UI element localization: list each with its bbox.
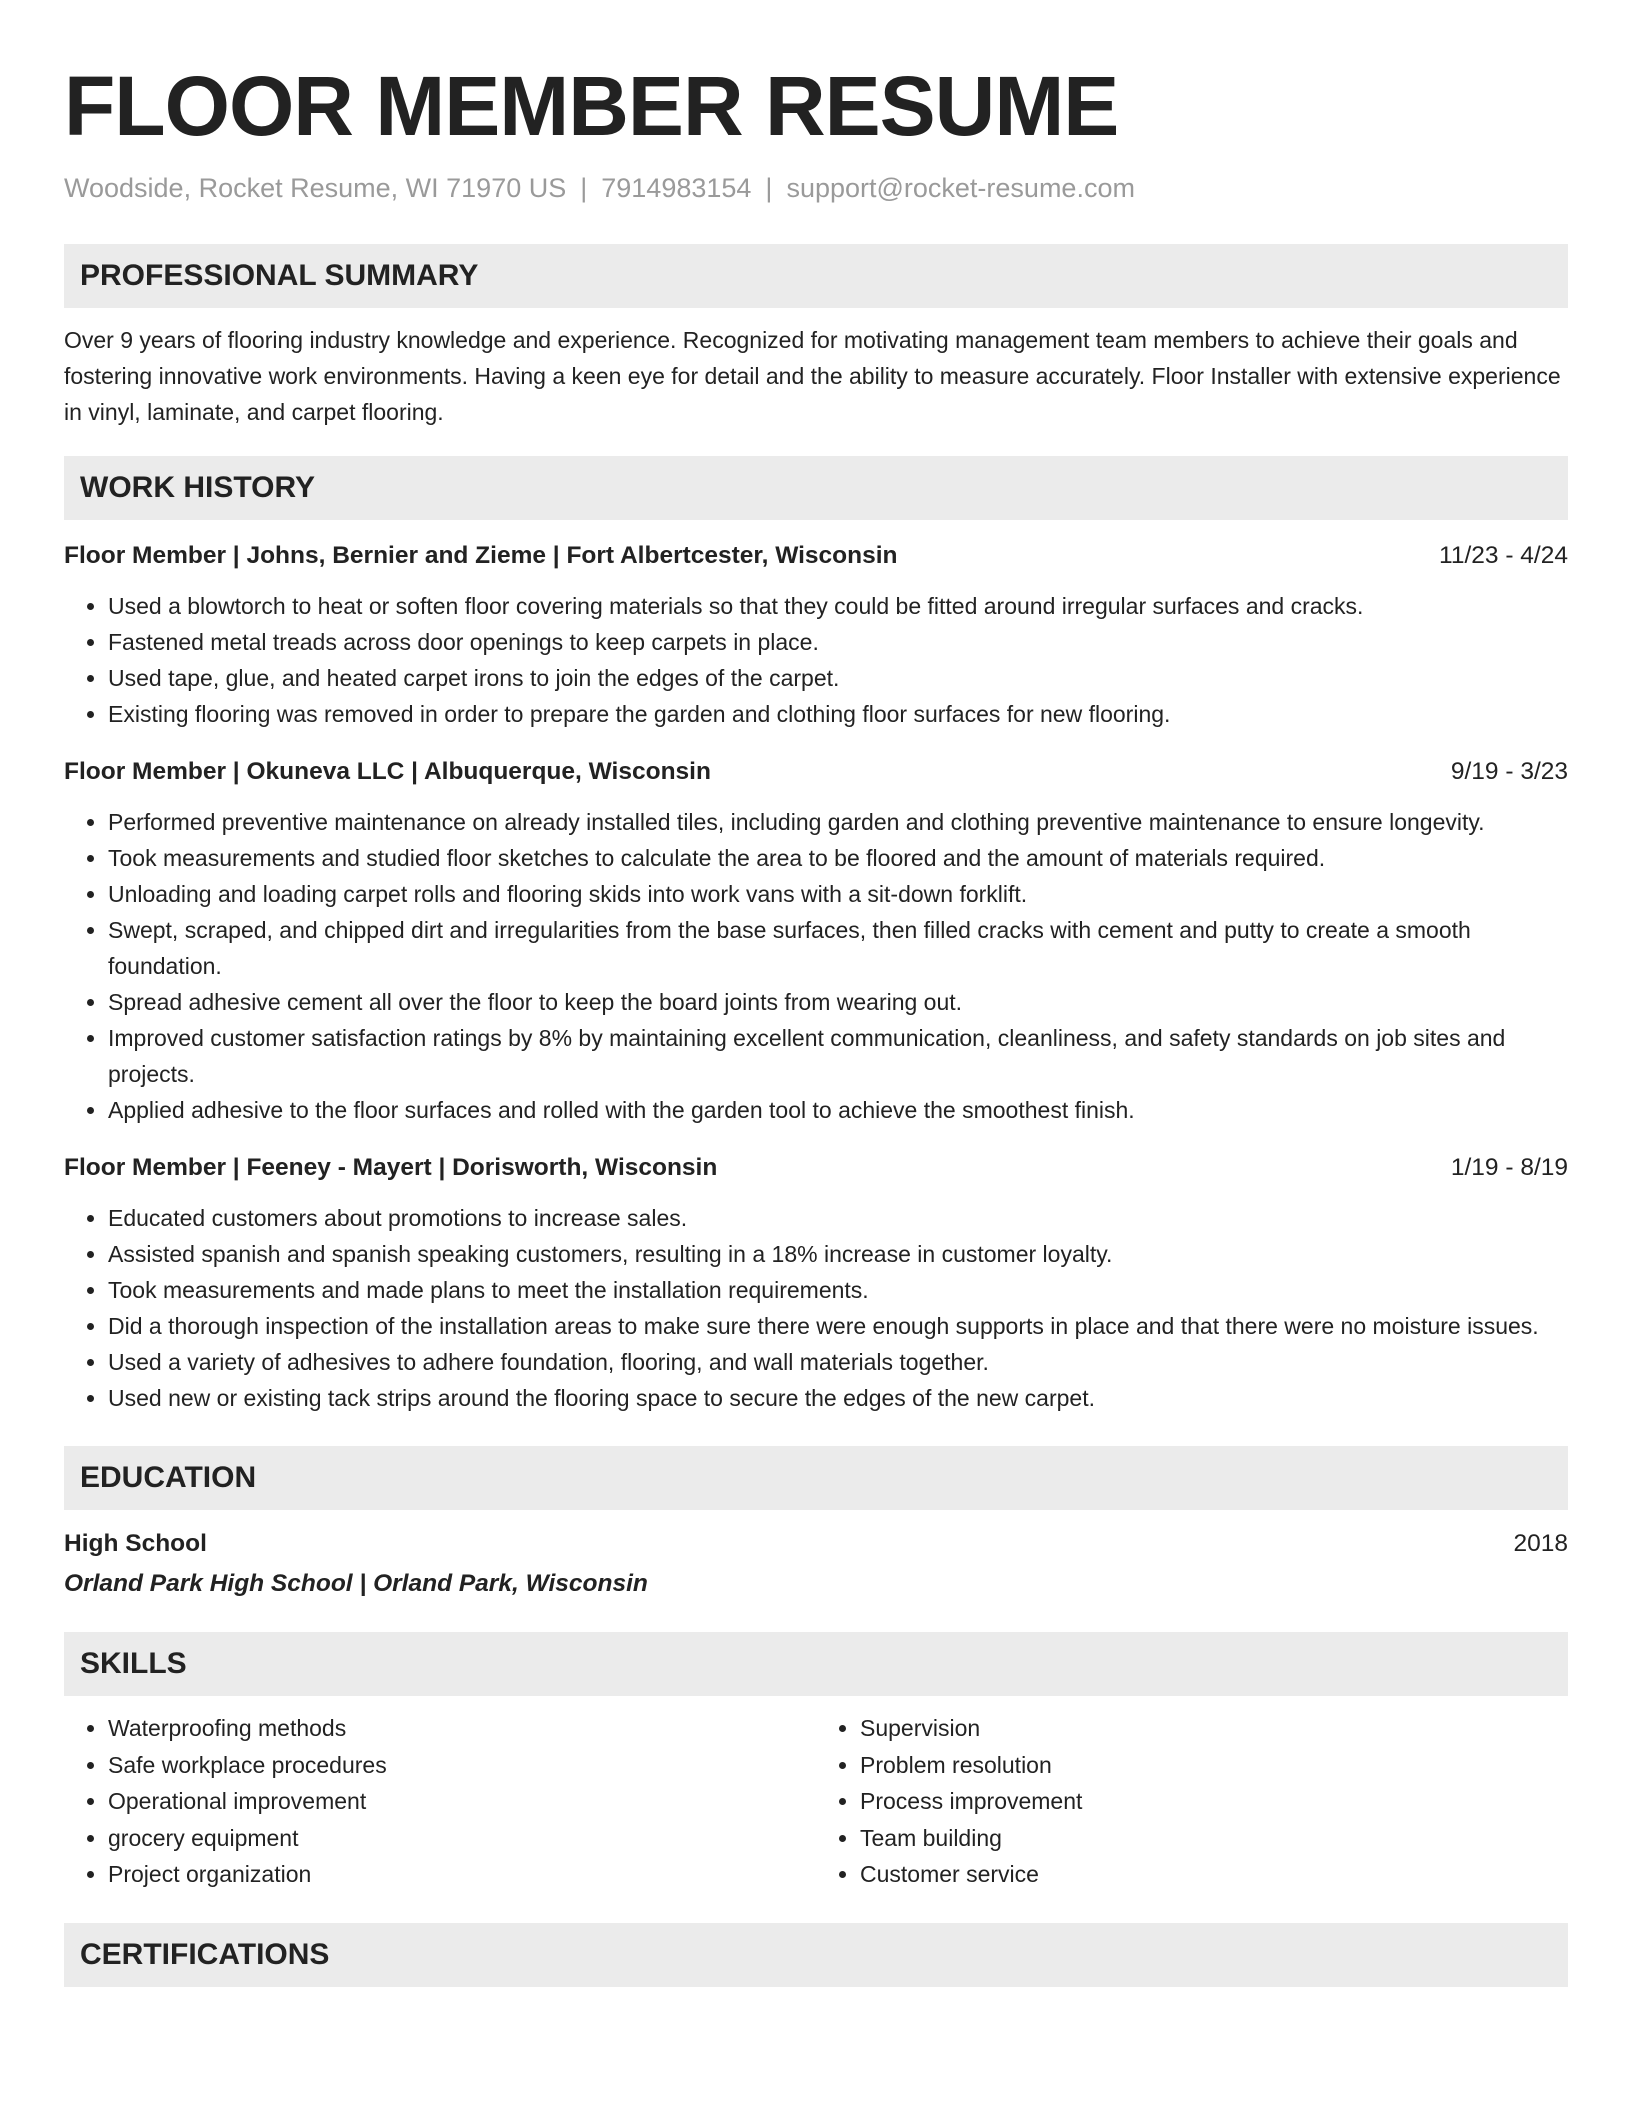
skills-column-left — [64, 1710, 816, 1893]
contact-email: support@rocket-resume.com — [786, 173, 1135, 203]
education-school: Orland Park High School | Orland Park, Wisconsin — [64, 1570, 648, 1597]
work-entry-dates: 11/23 - 4/24 — [1439, 542, 1568, 569]
work-history-list — [64, 538, 1568, 1416]
work-entry-bullets — [64, 588, 1568, 732]
resume-page — [64, 0, 1568, 1987]
work-bullet: • Did a thorough inspection of the installation areas to make sure there were enough supports in place and that there were no moisture issues. — [108, 1308, 1568, 1344]
skills-section-header: SKILLS — [64, 1632, 1568, 1696]
skill-item: • Safe workplace procedures — [108, 1747, 816, 1784]
work-bullet: • Improved customer satisfaction ratings by 8% by maintaining excellent communication, cleanliness, and safety standards on job sites and projects. — [108, 1020, 1568, 1092]
summary-text: Over 9 years of flooring industry knowledge and experience. Recognized for motivating management team members to achieve their goals and fostering innovative work environments. Having a keen eye for detail and the ability to measure accurately. Floor Installer with extensive experience in vinyl, laminate, and carpet flooring. — [64, 327, 1561, 425]
work-entry — [64, 754, 1568, 1128]
work-entry-dates: 9/19 - 3/23 — [1450, 758, 1568, 785]
education-entry — [64, 1526, 1568, 1562]
work-entry-title: Floor Member | Feeney - Mayert | Dorisworth, Wisconsin — [64, 1154, 718, 1181]
skill-item: • Problem resolution — [860, 1747, 1568, 1784]
skill-item: • Customer service — [860, 1856, 1568, 1893]
work-entry-header — [64, 538, 1568, 574]
skill-item: • Supervision — [860, 1710, 1568, 1747]
work-entry-header — [64, 1150, 1568, 1186]
skills-list — [64, 1710, 1568, 1893]
skill-item: • Project organization — [108, 1856, 816, 1893]
work-entry-dates: 1/19 - 8/19 — [1450, 1154, 1568, 1181]
skill-item: • Team building — [860, 1820, 1568, 1857]
work-bullet: • Used new or existing tack strips around the flooring space to secure the edges of the new carpet. — [108, 1380, 1568, 1416]
contact-phone: 7914983154 — [601, 173, 752, 203]
work-bullet: • Educated customers about promotions to increase sales. — [108, 1200, 1568, 1236]
work-entry-bullets — [64, 1200, 1568, 1416]
work-entry-title: Floor Member | Okuneva LLC | Albuquerque, Wisconsin — [64, 758, 711, 785]
education-section-header: EDUCATION — [64, 1446, 1568, 1510]
work-history-section-header: WORK HISTORY — [64, 456, 1568, 520]
work-bullet: • Took measurements and studied floor sketches to calculate the area to be floored and the amount of materials required. — [108, 840, 1568, 876]
work-entry-title: Floor Member | Johns, Bernier and Zieme | Fort Albertcester, Wisconsin — [64, 542, 898, 569]
education-year: 2018 — [1513, 1530, 1568, 1557]
contact-line — [64, 168, 1568, 208]
work-bullet: • Used a blowtorch to heat or soften floor covering materials so that they could be fitted around irregular surfaces and cracks. — [108, 588, 1568, 624]
resume-title: FLOOR MEMBER RESUME — [64, 59, 1119, 153]
work-bullet: • Existing flooring was removed in order to prepare the garden and clothing floor surfaces for new flooring. — [108, 696, 1568, 732]
work-bullet: • Performed preventive maintenance on already installed tiles, including garden and clothing preventive maintenance to ensure longevity. — [108, 804, 1568, 840]
work-entry — [64, 538, 1568, 732]
skills-column-right — [816, 1710, 1568, 1893]
skill-item: • Operational improvement — [108, 1783, 816, 1820]
skill-item: • grocery equipment — [108, 1820, 816, 1857]
skill-item: • Process improvement — [860, 1783, 1568, 1820]
work-bullet: • Swept, scraped, and chipped dirt and irregularities from the base surfaces, then filled cracks with cement and putty to create a smooth foundation. — [108, 912, 1568, 984]
certifications-section-header: CERTIFICATIONS — [64, 1923, 1568, 1987]
work-bullet: • Unloading and loading carpet rolls and flooring skids into work vans with a sit-down forklift. — [108, 876, 1568, 912]
contact-address: Woodside, Rocket Resume, WI 71970 US — [64, 173, 567, 203]
contact-separator: | — [580, 173, 588, 203]
work-entry-header — [64, 754, 1568, 790]
work-bullet: • Applied adhesive to the floor surfaces and rolled with the garden tool to achieve the smoothest finish. — [108, 1092, 1568, 1128]
skill-item: • Waterproofing methods — [108, 1710, 816, 1747]
work-bullet: • Used a variety of adhesives to adhere foundation, flooring, and wall materials together. — [108, 1344, 1568, 1380]
work-bullet: • Spread adhesive cement all over the floor to keep the board joints from wearing out. — [108, 984, 1568, 1020]
work-bullet: • Fastened metal treads across door openings to keep carpets in place. — [108, 624, 1568, 660]
education-degree: High School — [64, 1530, 207, 1557]
work-bullet: • Used tape, glue, and heated carpet irons to join the edges of the carpet. — [108, 660, 1568, 696]
summary-section-header: PROFESSIONAL SUMMARY — [64, 244, 1568, 308]
work-entry-bullets — [64, 804, 1568, 1128]
work-bullet: • Took measurements and made plans to meet the installation requirements. — [108, 1272, 1568, 1308]
work-entry — [64, 1150, 1568, 1416]
contact-separator: | — [765, 173, 773, 203]
work-bullet: • Assisted spanish and spanish speaking customers, resulting in a 18% increase in customer loyalty. — [108, 1236, 1568, 1272]
